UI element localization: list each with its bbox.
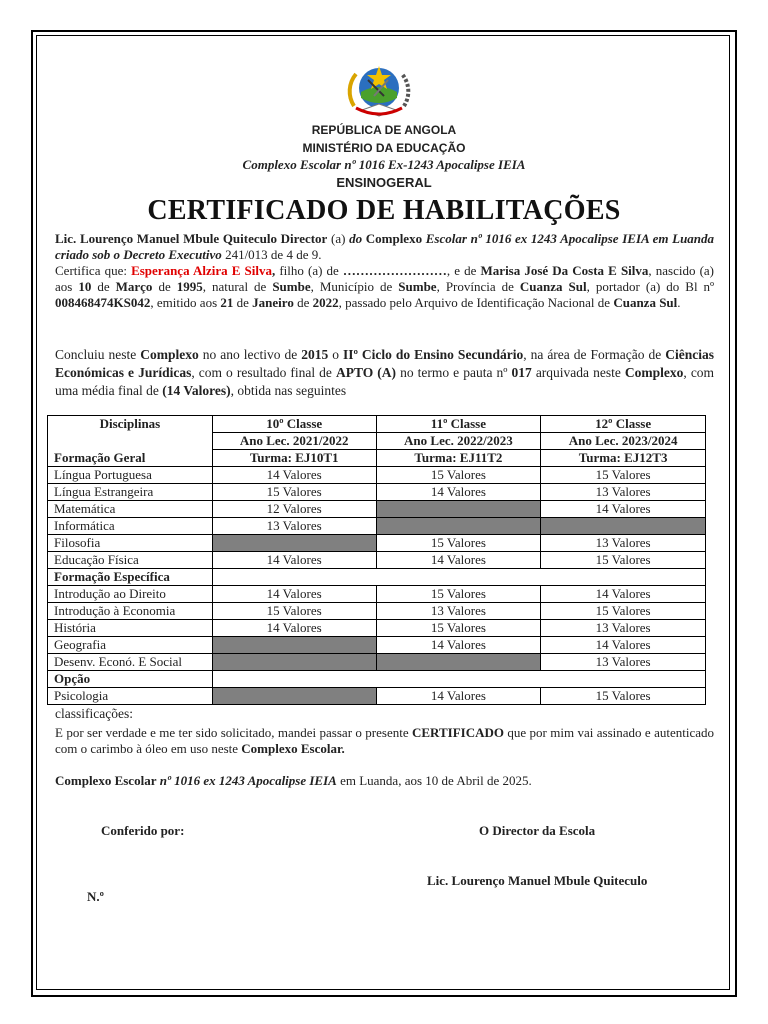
grade-cell: 14 Valores: [376, 484, 541, 501]
closing-text-2: que por mim vai assinado e autenticado com o carimbo à óleo em uso neste: [55, 725, 714, 756]
student-name: Esperança Alzira E Silva: [131, 263, 272, 278]
de-label-3: de: [236, 295, 249, 310]
table-header-row: [48, 416, 706, 433]
grade-cell: 15 Valores: [541, 688, 706, 705]
conclusion-paragraph: [55, 346, 714, 400]
table-row: [48, 654, 706, 671]
conclusion-complexo: Complexo: [140, 347, 199, 362]
grade-cell: 15 Valores: [541, 552, 706, 569]
angola-emblem-icon: [346, 58, 412, 120]
conclusion-average: (14 Valores): [162, 383, 231, 398]
grade-cell: 13 Valores: [541, 620, 706, 637]
birth-year: 1995: [176, 279, 203, 294]
empty-grade-cell: [541, 518, 706, 535]
issue-year: 2022: [312, 295, 339, 310]
conclusion-pauta: 017: [511, 365, 532, 380]
de-label-4: de: [297, 295, 310, 310]
conclusion-text-4: , na área de Formação de: [523, 347, 662, 362]
subject-cell: Filosofia: [48, 535, 213, 552]
conclusion-text-9: , obtida nas seguintes: [230, 383, 347, 398]
decree-number: 241/013 de 4 de 9.: [225, 247, 322, 262]
father-name: ……………………: [342, 263, 447, 278]
conclusion-text-7: arquivada neste: [535, 365, 621, 380]
ano-10: Ano Lec. 2021/2022: [212, 433, 376, 450]
empty-grade-cell: [212, 637, 376, 654]
col-class-11: 11º Classe: [376, 416, 541, 433]
grade-cell: 14 Valores: [376, 688, 541, 705]
empty-grade-cell: [212, 688, 376, 705]
provincia-label: , Província de: [436, 279, 514, 294]
grade-cell: 15 Valores: [376, 586, 541, 603]
place-school-a: Complexo Escolar: [55, 773, 157, 788]
table-row: [48, 586, 706, 603]
grade-cell: 14 Valores: [212, 467, 376, 484]
grade-cell: 13 Valores: [541, 484, 706, 501]
school-line: Escolar nº 1016 ex 1243 Apocalipse IEIA em Luanda criado sob o Decreto Executivo: [55, 231, 715, 262]
section-row: [48, 671, 706, 688]
bi-number: 008468474KS042: [55, 295, 151, 310]
grade-cell: 13 Valores: [376, 603, 541, 620]
mother-name: Marisa José Da Costa E Silva: [480, 263, 649, 278]
section-geral: Formação Geral: [48, 450, 213, 467]
ano-11: Ano Lec. 2022/2023: [376, 433, 541, 450]
conclusion-text-6: no termo e pauta nº: [400, 365, 508, 380]
empty-grade-cell: [376, 501, 541, 518]
col-class-12: 12º Classe: [541, 416, 706, 433]
table-header-row: [48, 433, 706, 450]
subject-cell: Matemática: [48, 501, 213, 518]
conferido-label: Conferido por:: [101, 823, 185, 838]
director-title: O Director da Escola: [479, 823, 596, 838]
place-school-b: nº 1016 ex 1243 Apocalipse IEIA: [159, 773, 337, 788]
conclusion-year: 2015: [301, 347, 329, 362]
place-date-line: [55, 773, 714, 789]
table-row: [48, 688, 706, 705]
grade-cell: 14 Valores: [541, 637, 706, 654]
closing-text-1: E por ser verdade e me ter sido solicitado, mandei passar o presente: [55, 725, 409, 740]
subject-cell: Introdução à Economia: [48, 603, 213, 620]
turma-10: Turma: EJ10T1: [212, 450, 376, 467]
table-row: [48, 637, 706, 654]
table-header-row: [48, 450, 706, 467]
empty-grade-cell: [376, 518, 541, 535]
empty-grade-cell: [212, 535, 376, 552]
de-label-2: de: [158, 279, 171, 294]
grade-cell: 15 Valores: [376, 535, 541, 552]
closing-certificado: CERTIFICADO: [412, 725, 504, 740]
emitido-label: , emitido aos: [150, 295, 218, 310]
municipio-label: , Município de: [310, 279, 393, 294]
grade-cell: 14 Valores: [376, 552, 541, 569]
birthplace: Sumbe: [272, 279, 311, 294]
conclusion-text-8: , com uma média final de: [55, 365, 715, 398]
subject-cell: Geografia: [48, 637, 213, 654]
subject-cell: Psicologia: [48, 688, 213, 705]
place-date: em Luanda, aos 10 de Abril de 2025.: [340, 773, 532, 788]
grade-cell: 14 Valores: [541, 586, 706, 603]
conclusion-complexo-2: Complexo: [624, 365, 684, 380]
header-blank: [48, 433, 213, 450]
table-row: [48, 552, 706, 569]
republic-heading: REPÚBLICA DE ANGOLA: [311, 123, 457, 137]
issue-day: 21: [220, 295, 234, 310]
table-row: [48, 535, 706, 552]
col-disciplinas: Disciplinas: [48, 416, 213, 433]
de-label-1: de: [97, 279, 110, 294]
section-blank: [212, 569, 705, 586]
issue-place: Cuanza Sul: [613, 295, 678, 310]
grade-cell: 14 Valores: [212, 620, 376, 637]
level-heading: ENSINOGERAL: [336, 175, 432, 190]
portador-label: , portador (a) do Bl nº: [586, 279, 715, 294]
closing-complexo: Complexo Escolar.: [241, 741, 345, 756]
birth-month: Março: [115, 279, 153, 294]
grade-cell: 15 Valores: [541, 467, 706, 484]
director-word: Director: [280, 231, 328, 246]
conclusion-text-5: , com o resultado final de: [191, 365, 332, 380]
certifica-label: Certifica que:: [55, 263, 127, 278]
table-row: [48, 467, 706, 484]
conclusion-cycle: IIº Ciclo do Ensino Secundário: [342, 347, 524, 362]
grade-cell: 15 Valores: [212, 603, 376, 620]
e-de-label: , e de: [446, 263, 477, 278]
ano-12: Ano Lec. 2023/2024: [541, 433, 706, 450]
subject-cell: Introdução ao Direito: [48, 586, 213, 603]
grade-cell: 15 Valores: [376, 467, 541, 484]
subject-cell: Educação Física: [48, 552, 213, 569]
subject-cell: Língua Estrangeira: [48, 484, 213, 501]
section-row: [48, 569, 706, 586]
issue-month: Janeiro: [252, 295, 294, 310]
turma-11: Turma: EJ11T2: [376, 450, 541, 467]
empty-grade-cell: [212, 654, 376, 671]
province: Cuanza Sul: [519, 279, 587, 294]
municipality: Sumbe: [398, 279, 437, 294]
grade-cell: 15 Valores: [541, 603, 706, 620]
nascido-label: nascido (a) aos: [55, 263, 715, 294]
grade-cell: 15 Valores: [376, 620, 541, 637]
section-opcao: Opção: [48, 671, 213, 688]
birth-day: 10: [78, 279, 92, 294]
grade-cell: 15 Valores: [212, 484, 376, 501]
natural-label: , natural de: [202, 279, 267, 294]
complexo-word: Complexo: [365, 231, 423, 246]
grade-cell: 13 Valores: [212, 518, 376, 535]
col-class-10: 10º Classe: [212, 416, 376, 433]
conclusion-text-3: o: [332, 347, 339, 362]
comma: ,: [271, 263, 276, 278]
subject-cell: História: [48, 620, 213, 637]
grade-cell: 14 Valores: [541, 501, 706, 518]
school-heading: Complexo Escolar nº 1016 Ex-1243 Apocalipse IEIA: [242, 157, 526, 172]
table-row: [48, 620, 706, 637]
director-name: Lic. Lourenço Manuel Mbule Quiteculo: [55, 231, 277, 246]
classificacoes-label: classificações:: [55, 706, 133, 721]
do-word: do: [349, 231, 363, 246]
grade-cell: 14 Valores: [212, 552, 376, 569]
table-row: [48, 484, 706, 501]
director-a: (a): [331, 231, 346, 246]
conclusion-text-2: no ano lectivo de: [202, 347, 298, 362]
passado-label: , passado pelo Arquivo de Identificação Nacional de: [338, 295, 611, 310]
section-blank: [212, 671, 705, 688]
grade-cell: 12 Valores: [212, 501, 376, 518]
table-row: [48, 603, 706, 620]
conclusion-text-1: Concluiu neste: [55, 347, 137, 362]
subject-cell: Informática: [48, 518, 213, 535]
certificate-title: CERTIFICADO DE HABILITAÇÕES: [147, 195, 621, 226]
numero-label: N.º: [87, 889, 104, 904]
turma-12: Turma: EJ12T3: [541, 450, 706, 467]
conclusion-result: APTO (A): [335, 365, 397, 380]
grade-cell: 14 Valores: [212, 586, 376, 603]
dot: .: [677, 295, 681, 310]
director-signature-name: Lic. Lourenço Manuel Mbule Quiteculo: [427, 873, 648, 888]
director-intro: [55, 231, 714, 263]
table-row: [48, 518, 706, 535]
section-especifica: Formação Específica: [48, 569, 213, 586]
grades-table: [47, 415, 706, 705]
grade-cell: 13 Valores: [541, 535, 706, 552]
conclusion-area: Ciências Económicas e Jurídicas: [55, 347, 714, 380]
subject-cell: Desenv. Econó. E Social: [48, 654, 213, 671]
filho-label: filho (a) de: [279, 263, 339, 278]
table-row: [48, 501, 706, 518]
grade-cell: 14 Valores: [376, 637, 541, 654]
subject-cell: Língua Portuguesa: [48, 467, 213, 484]
closing-paragraph: [55, 725, 714, 757]
ministry-heading: MINISTÉRIO DA EDUCAÇÃO: [302, 141, 466, 155]
grade-cell: 13 Valores: [541, 654, 706, 671]
student-details: Certifica que: Esperança Alzira E Silva, filho (a) de ……………………, e de Marisa José Da Costa E Silva, nascido (a) aos 10 de Março de 1995, natural de Sumbe, Município de Sumbe, Província de Cuanza Sul, portador (a) do Bl nº 008468474KS042, emitido aos 21 de Janeiro de 2022, passado pelo Arquivo de Identificação Nacional de Cuanza Sul.: [55, 263, 715, 310]
empty-grade-cell: [376, 654, 541, 671]
